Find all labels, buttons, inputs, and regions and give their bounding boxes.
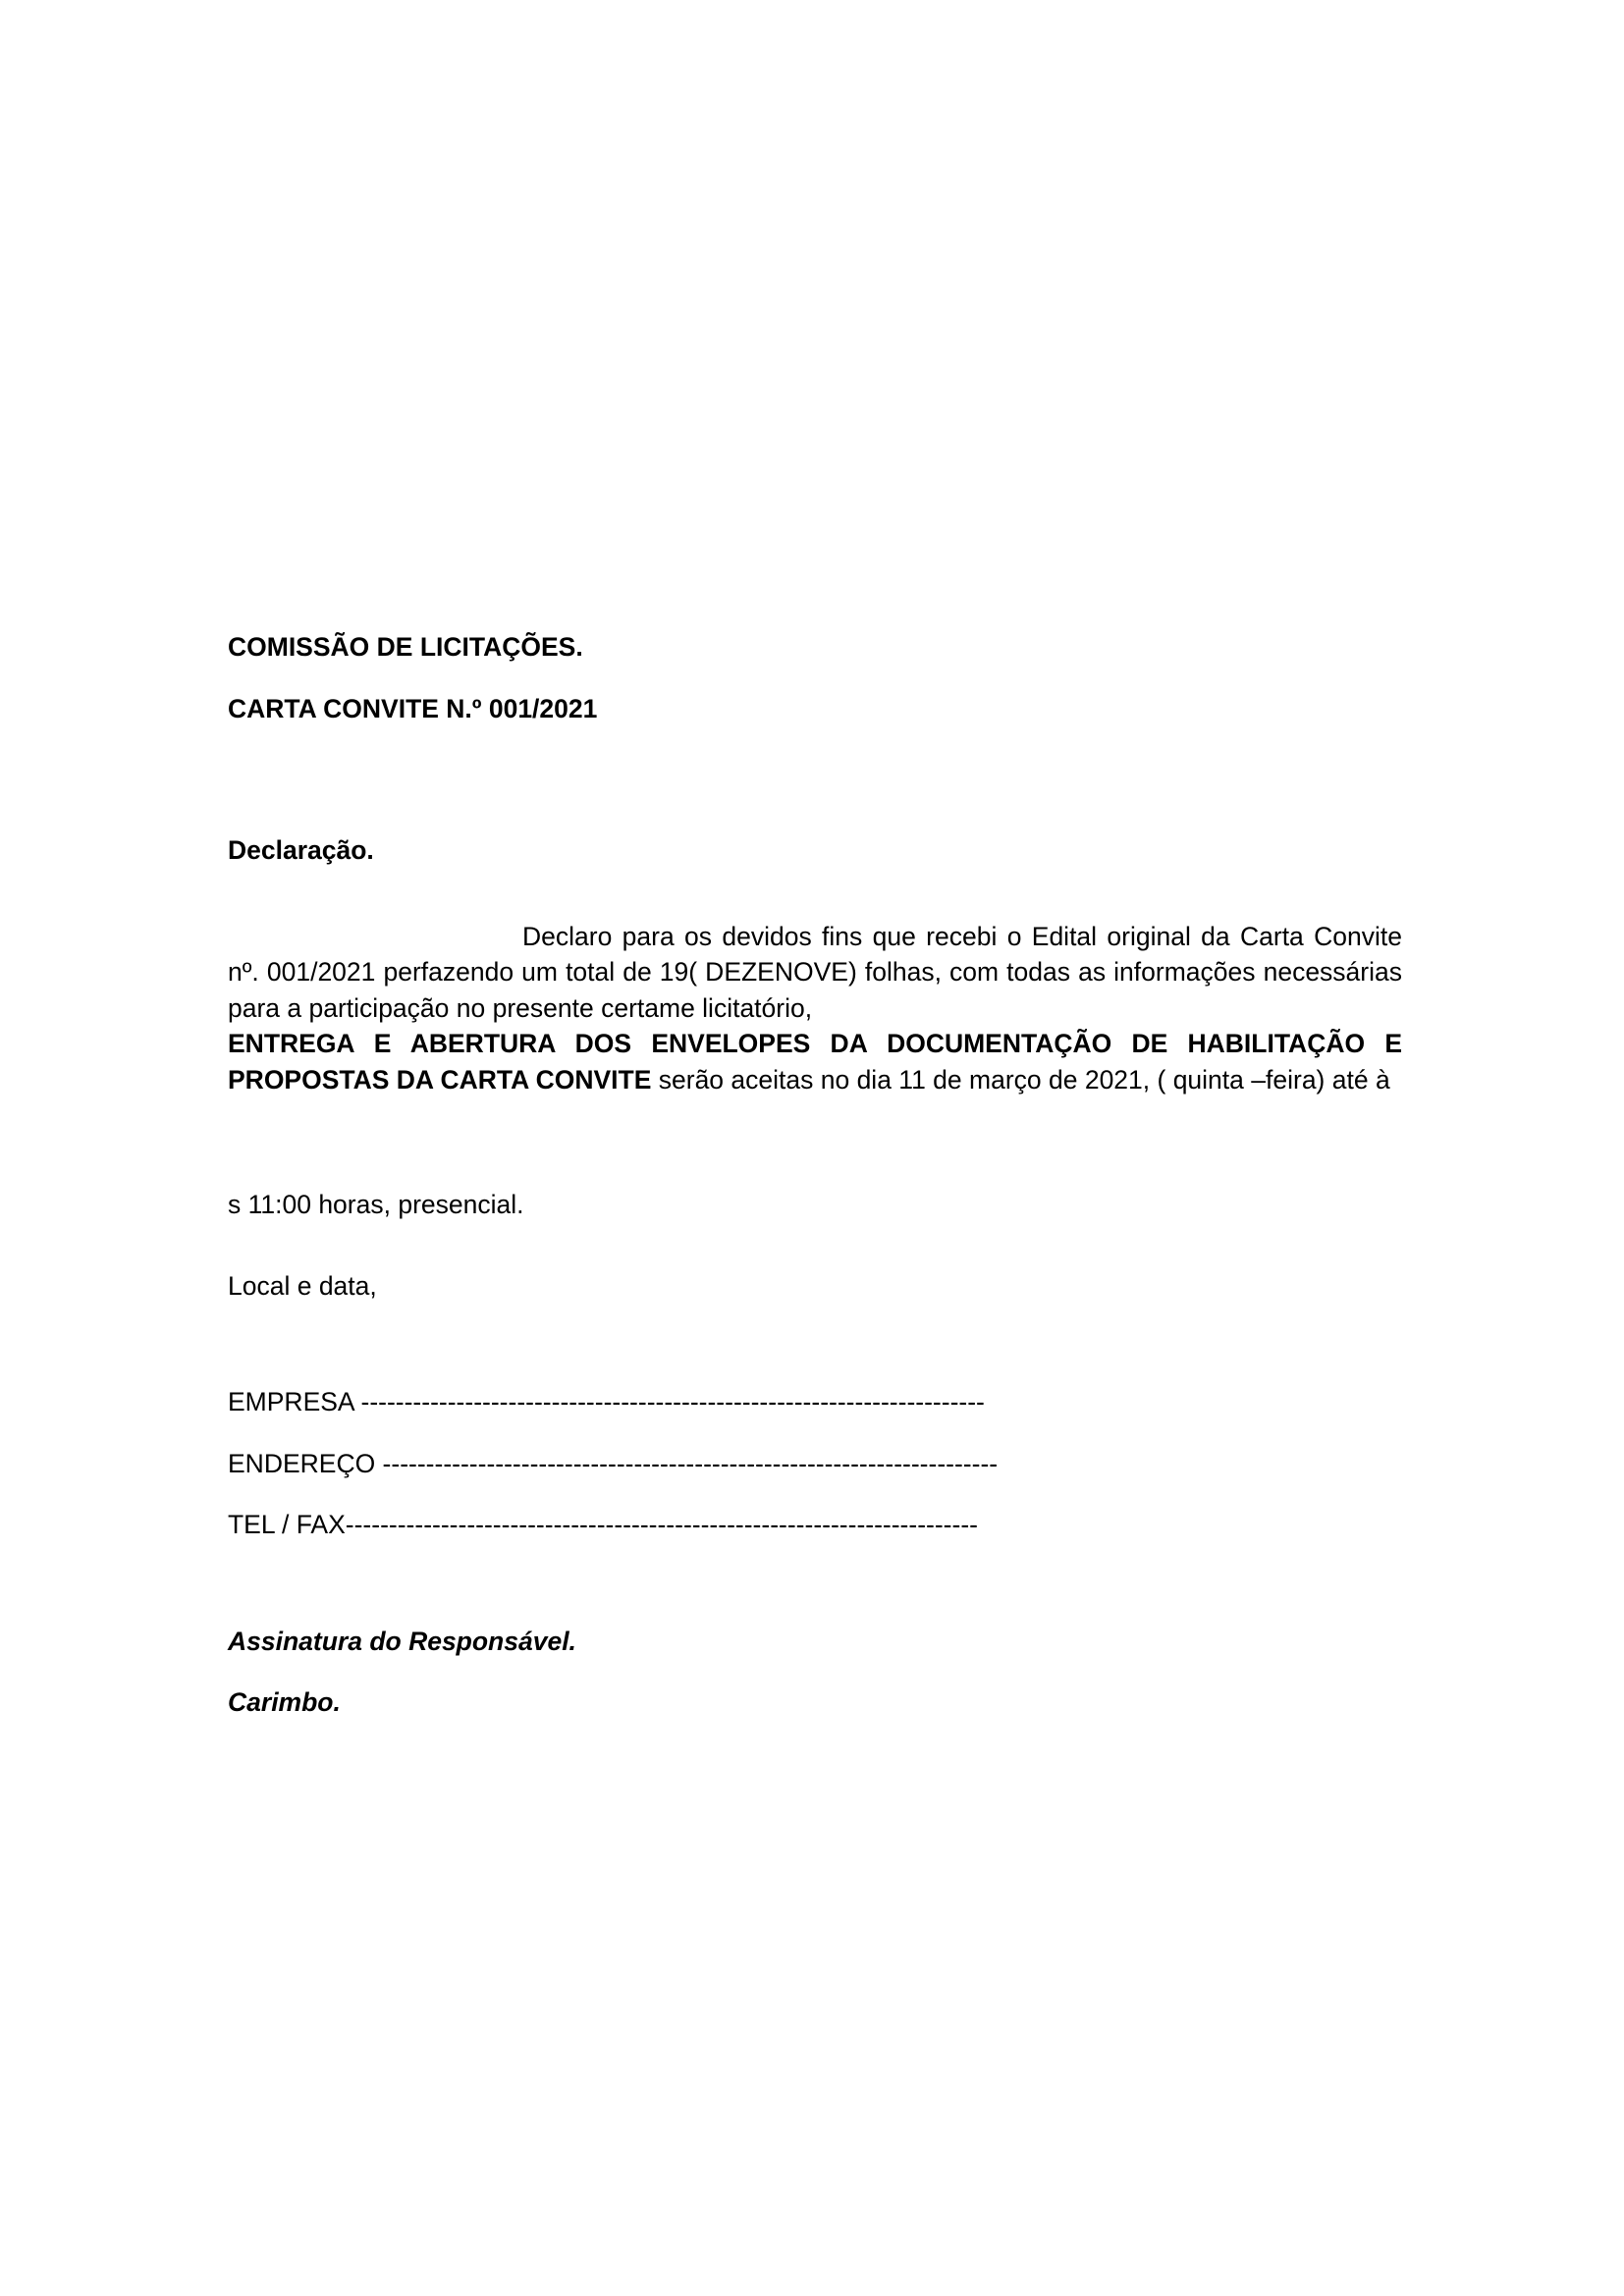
local-e-data-line: Local e data, — [228, 1270, 377, 1301]
time-line: s 11:00 horas, presencial. — [228, 1190, 524, 1220]
field-empresa: EMPRESA ------------------------------------------------------------------------ — [228, 1387, 985, 1417]
spacer — [228, 721, 1402, 837]
spacer — [228, 1415, 1402, 1451]
spacer — [228, 661, 1402, 696]
body-part-3: serão aceitas no dia 11 de março de 2021, ( quinta –feira) até à — [651, 1064, 1390, 1095]
declaration-body — [228, 919, 1402, 1098]
body-part-1: Declaro para os devidos fins que recebi o Edital original da Carta Convite nº. 001/2021 perfazendo um total de 19( DEZENOVE) folhas, com todas as informações necessárias para a participação no presente certame licitatório, — [228, 921, 1402, 1023]
stamp-label: Carimbo. — [228, 1687, 341, 1718]
spacer — [228, 1097, 1402, 1192]
signature-label: Assinatura do Responsável. — [228, 1626, 576, 1656]
heading-carta-convite: CARTA CONVITE N.º 001/2021 — [228, 693, 598, 723]
spacer — [228, 1299, 1402, 1389]
field-endereco: ENDEREÇO ----------------------------------------------------------------------- — [228, 1448, 999, 1478]
spacer — [228, 1218, 1402, 1273]
declaration-title: Declaração. — [228, 835, 374, 865]
spacer — [228, 864, 1402, 919]
body-part-2-bold: ENTREGA E ABERTURA DOS ENVELOPES DA DOCUMENTAÇÃO DE HABILITAÇÃO E PROPOSTAS DA CARTA CONVITE — [228, 1029, 1402, 1095]
document-content — [228, 634, 1402, 1716]
spacer — [228, 1654, 1402, 1689]
spacer — [228, 1538, 1402, 1629]
field-tel-fax: TEL / FAX------------------------------------------------------------------------- — [228, 1510, 978, 1540]
heading-comissao: COMISSÃO DE LICITAÇÕES. — [228, 632, 583, 662]
spacer — [228, 1476, 1402, 1512]
